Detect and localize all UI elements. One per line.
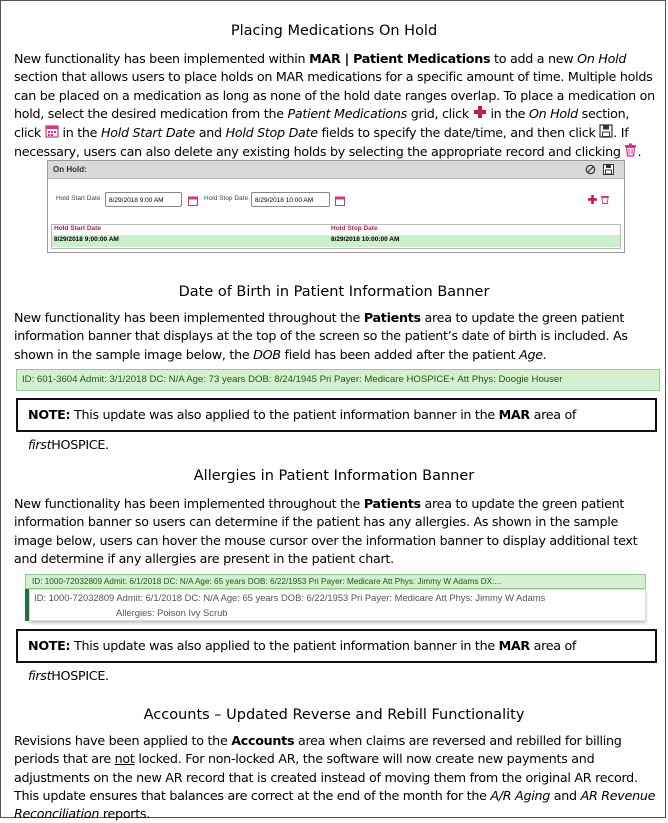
save-icon[interactable] — [603, 164, 614, 177]
hold-grid — [51, 224, 621, 249]
hold-start-date-input[interactable]: 8/29/2018 9:00 AM — [105, 192, 182, 207]
on-hold-panel-title: On Hold: — [53, 165, 87, 174]
banner-hover-tooltip — [29, 589, 646, 621]
dob-paragraph: New functionality has been implemented throughout the Patients area to update the green patient information banner that displays at the top of the screen so the patient’s date of birth is included. As shown in the sample image below, the DOB field has been added after the patient Age. — [14, 310, 628, 362]
note-box: NOTE: This update was also applied to the patient information banner in the MAR area of firstHOSPICE. — [16, 629, 657, 663]
hold-stop-label: Hold Stop Date — [204, 195, 249, 202]
section-title-on-hold: Placing Medications On Hold — [230, 23, 438, 39]
on-hold-paragraph: New functionality has been implemented within MAR | Patient Medications to add a new On Hold section that allows users to place holds on MAR medications for a specific amount of time. Multiple holds can be placed on a medication as long as none of the hold date ranges overlap. To place a medication on hold, select the desired medication from the Patient Medications grid, click in the On Hold section, click in the Hold Start Date and Hold Stop Date fields to specify the date/time, and then click . If necessary, users can also delete any existing holds by selecting the appropriate record and clicking . — [14, 50, 659, 163]
trash-icon[interactable] — [601, 191, 609, 209]
section-title-accounts: Accounts – Updated Reverse and Rebill Functionality — [143, 707, 525, 723]
section-title-dob: Date of Birth in Patient Information Banner — [178, 284, 490, 300]
hold-start-label: Hold Start Date — [56, 195, 101, 202]
tooltip-line-1: ID: 1000-72032809 Admit: 6/1/2018 DC: N/A Age: 65 years DOB: 6/22/1953 Pri Payer: Medicare Att Phys: Jimmy W Adams — [34, 592, 546, 603]
accounts-paragraph: Revisions have been applied to the Accounts area when claims are reversed and rebilled for billing periods that are not locked. For non-locked AR, the software will now create new payments and adjustments on the new AR record that is created instead of moving them from the original AR record. This update ensures that balances are correct at the end of the month for the A/R Aging and AR Revenue Reconciliation reports. — [14, 733, 656, 822]
on-hold-panel-header — [48, 161, 624, 179]
calendar-icon[interactable] — [188, 193, 198, 211]
hold-stop-date-input[interactable]: 8/29/2018 10:00 AM — [251, 192, 330, 207]
plus-icon[interactable] — [588, 191, 597, 209]
grid-cell-stop: 8/29/2018 10:00:00 AM — [331, 236, 400, 243]
tooltip-allergies: Allergies: Poison Ivy Scrub — [116, 607, 228, 618]
grid-cell-start: 8/29/2018 9:00:00 AM — [54, 236, 119, 243]
patient-banner-allergies[interactable]: ID: 1000-72032809 Admit: 6/1/2018 DC: N/A Age: 65 years DOB: 6/22/1953 Pri Payer: Medicare Att Phys: Jimmy W Adams DX:... — [25, 574, 646, 589]
allergies-paragraph: New functionality has been implemented throughout the Patients area to update the green patient information banner so users can determine if the patient has any allergies. As shown in the sample image below, users can hover the mouse cursor over the information banner to display additional text and determine if any allergies are present in the patient chart. — [14, 496, 638, 566]
calendar-icon[interactable] — [335, 193, 345, 211]
patient-banner-dob[interactable]: ID: 601-3604 Admit: 3/1/2018 DC: N/A Age: 73 years DOB: 8/24/1945 Pri Payer: Medicare HOSPICE+ Att Phys: Doogie Houser — [16, 369, 660, 391]
trash-icon — [624, 143, 637, 162]
on-hold-panel — [47, 160, 625, 253]
grid-header-stop: Hold Stop Date — [331, 225, 378, 232]
grid-header-start: Hold Start Date — [54, 225, 101, 232]
note-box: NOTE: This update was also applied to the patient information banner in the MAR area of firstHOSPICE. — [16, 398, 657, 432]
plus-icon — [473, 105, 487, 124]
cancel-icon[interactable] — [585, 164, 596, 177]
save-icon — [599, 124, 613, 143]
section-title-allergies: Allergies in Patient Information Banner — [193, 468, 475, 484]
calendar-icon — [45, 124, 59, 143]
